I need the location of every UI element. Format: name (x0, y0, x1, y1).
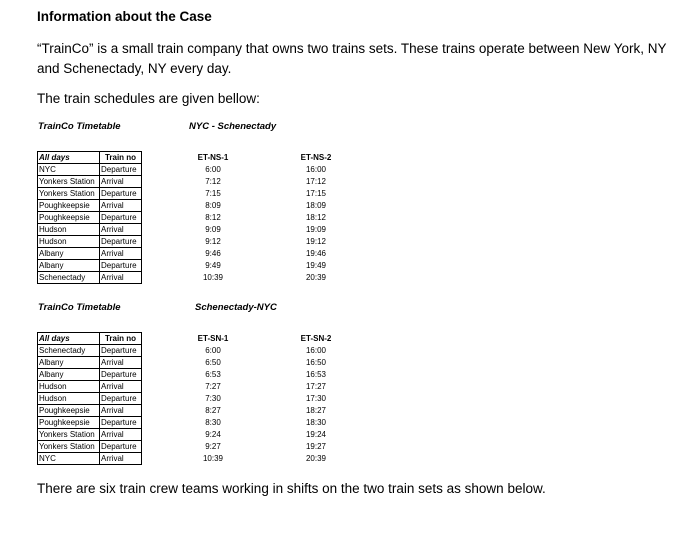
col-header-train-no: Train no (100, 333, 142, 345)
time-cell-train-1: 9:27 (205, 442, 221, 451)
column-gap (142, 176, 181, 188)
column-gap (142, 393, 181, 405)
column-gap (142, 260, 181, 272)
header-row (38, 333, 349, 345)
station-cell: Yonkers Station (38, 429, 100, 441)
table-row (38, 200, 349, 212)
time-cell-train-1: 9:09 (205, 225, 221, 234)
column-gap (246, 236, 284, 248)
time-cell-train-1: 9:46 (205, 249, 221, 258)
station-cell: NYC (38, 164, 100, 176)
station-cell: Albany (38, 260, 100, 272)
event-cell: Departure (100, 393, 142, 405)
train-header-2: ET-NS-2 (300, 153, 332, 162)
station-cell: Yonkers Station (38, 441, 100, 453)
time-cell-train-1: 8:30 (205, 418, 221, 427)
event-cell: Arrival (100, 200, 142, 212)
table-row (38, 345, 349, 357)
station-cell: Poughkeepsie (38, 200, 100, 212)
column-gap (246, 453, 284, 465)
station-cell: Schenectady (38, 345, 100, 357)
train-header-1: ET-SN-1 (197, 334, 229, 343)
table-row (38, 224, 349, 236)
time-cell-train-2: 19:12 (305, 237, 327, 246)
column-gap (142, 248, 181, 260)
time-cell-train-2: 16:53 (305, 370, 327, 379)
column-gap (246, 441, 284, 453)
table-row (38, 176, 349, 188)
event-cell: Arrival (100, 453, 142, 465)
time-cell-train-2: 16:00 (305, 165, 327, 174)
time-cell-train-2: 16:50 (305, 358, 327, 367)
column-gap (246, 200, 284, 212)
col-header-days: All days (38, 152, 100, 164)
outro-paragraph: There are six train crew teams working in shifts on the two train sets as shown below. (37, 481, 546, 496)
column-gap (142, 369, 181, 381)
header-row (38, 152, 349, 164)
table-row (38, 429, 349, 441)
station-cell: Poughkeepsie (38, 405, 100, 417)
column-gap (246, 212, 284, 224)
table-row (38, 417, 349, 429)
column-gap (246, 272, 284, 284)
event-cell: Departure (100, 164, 142, 176)
table-row (38, 369, 349, 381)
table-row (38, 405, 349, 417)
time-cell-train-2: 18:27 (305, 406, 327, 415)
table-row (38, 260, 349, 272)
col-header-train-no: Train no (100, 152, 142, 164)
event-cell: Departure (100, 212, 142, 224)
time-cell-train-1: 10:39 (202, 454, 224, 463)
column-gap (142, 417, 181, 429)
column-gap (142, 164, 181, 176)
time-cell-train-2: 20:39 (305, 273, 327, 282)
time-cell-train-1: 9:24 (205, 430, 221, 439)
column-gap (246, 405, 284, 417)
time-cell-train-1: 9:12 (205, 237, 221, 246)
column-gap (142, 333, 181, 345)
time-cell-train-2: 19:09 (305, 225, 327, 234)
column-gap (142, 212, 181, 224)
column-gap (246, 345, 284, 357)
timetable-2-title: TrainCo Timetable (38, 302, 121, 313)
timetable-1-route: NYC - Schenectady (189, 121, 277, 132)
station-cell: Albany (38, 357, 100, 369)
station-cell: Hudson (38, 236, 100, 248)
time-cell-train-2: 19:27 (305, 442, 327, 451)
column-gap (142, 441, 181, 453)
column-gap (246, 224, 284, 236)
time-cell-train-1: 8:12 (205, 213, 221, 222)
column-gap (246, 260, 284, 272)
column-gap (246, 188, 284, 200)
station-cell: Poughkeepsie (38, 417, 100, 429)
time-cell-train-1: 6:00 (205, 346, 221, 355)
timetable-1-title: TrainCo Timetable (38, 121, 121, 132)
table-row (38, 188, 349, 200)
table-row (38, 357, 349, 369)
col-header-days: All days (38, 333, 100, 345)
time-cell-train-2: 18:09 (305, 201, 327, 210)
station-cell: Hudson (38, 381, 100, 393)
time-cell-train-1: 6:50 (205, 358, 221, 367)
event-cell: Arrival (100, 248, 142, 260)
column-gap (142, 272, 181, 284)
column-gap (246, 429, 284, 441)
table-row (38, 453, 349, 465)
column-gap (142, 429, 181, 441)
time-cell-train-2: 17:27 (305, 382, 327, 391)
timetable-1 (37, 151, 349, 284)
time-cell-train-1: 7:27 (205, 382, 221, 391)
column-gap (142, 152, 181, 164)
time-cell-train-1: 8:27 (205, 406, 221, 415)
table-row (38, 248, 349, 260)
time-cell-train-2: 19:46 (305, 249, 327, 258)
station-cell: NYC (38, 453, 100, 465)
train-header-1: ET-NS-1 (197, 153, 229, 162)
timetable-2-route: Schenectady-NYC (195, 302, 277, 313)
table-row (38, 381, 349, 393)
time-cell-train-1: 7:15 (205, 189, 221, 198)
time-cell-train-1: 6:53 (205, 370, 221, 379)
event-cell: Departure (100, 188, 142, 200)
column-gap (246, 333, 284, 345)
column-gap (246, 369, 284, 381)
event-cell: Departure (100, 369, 142, 381)
time-cell-train-2: 20:39 (305, 454, 327, 463)
column-gap (246, 393, 284, 405)
station-cell: Yonkers Station (38, 176, 100, 188)
table-row (38, 272, 349, 284)
time-cell-train-1: 7:30 (205, 394, 221, 403)
event-cell: Arrival (100, 224, 142, 236)
column-gap (142, 224, 181, 236)
intro-paragraph: “TrainCo” is a small train company that owns two trains sets. These trains operate between New York, NY and Schenectady, NY every day. (37, 41, 667, 76)
event-cell: Arrival (100, 357, 142, 369)
event-cell: Arrival (100, 176, 142, 188)
table-row (38, 393, 349, 405)
table-row (38, 212, 349, 224)
column-gap (142, 357, 181, 369)
station-cell: Albany (38, 248, 100, 260)
station-cell: Poughkeepsie (38, 212, 100, 224)
schedules-intro: The train schedules are given bellow: (37, 91, 260, 106)
column-gap (246, 248, 284, 260)
time-cell-train-1: 9:49 (205, 261, 221, 270)
timetable-2 (37, 332, 349, 465)
time-cell-train-1: 8:09 (205, 201, 221, 210)
station-cell: Yonkers Station (38, 188, 100, 200)
station-cell: Schenectady (38, 272, 100, 284)
time-cell-train-2: 17:12 (305, 177, 327, 186)
page-heading: Information about the Case (37, 9, 212, 24)
column-gap (142, 345, 181, 357)
column-gap (142, 236, 181, 248)
event-cell: Departure (100, 417, 142, 429)
column-gap (142, 405, 181, 417)
column-gap (246, 176, 284, 188)
time-cell-train-2: 18:12 (305, 213, 327, 222)
column-gap (246, 417, 284, 429)
column-gap (142, 200, 181, 212)
time-cell-train-2: 16:00 (305, 346, 327, 355)
time-cell-train-1: 10:39 (202, 273, 224, 282)
column-gap (142, 188, 181, 200)
time-cell-train-2: 18:30 (305, 418, 327, 427)
column-gap (142, 381, 181, 393)
event-cell: Arrival (100, 381, 142, 393)
station-cell: Albany (38, 369, 100, 381)
table-row (38, 236, 349, 248)
event-cell: Arrival (100, 405, 142, 417)
event-cell: Departure (100, 441, 142, 453)
column-gap (142, 453, 181, 465)
time-cell-train-1: 7:12 (205, 177, 221, 186)
table-row (38, 164, 349, 176)
event-cell: Arrival (100, 429, 142, 441)
time-cell-train-2: 17:15 (305, 189, 327, 198)
event-cell: Departure (100, 345, 142, 357)
station-cell: Hudson (38, 224, 100, 236)
station-cell: Hudson (38, 393, 100, 405)
time-cell-train-2: 17:30 (305, 394, 327, 403)
event-cell: Departure (100, 260, 142, 272)
column-gap (246, 164, 284, 176)
column-gap (246, 357, 284, 369)
table-row (38, 441, 349, 453)
event-cell: Departure (100, 236, 142, 248)
train-header-2: ET-SN-2 (300, 334, 332, 343)
time-cell-train-1: 6:00 (205, 165, 221, 174)
event-cell: Arrival (100, 272, 142, 284)
time-cell-train-2: 19:24 (305, 430, 327, 439)
time-cell-train-2: 19:49 (305, 261, 327, 270)
column-gap (246, 381, 284, 393)
column-gap (246, 152, 284, 164)
